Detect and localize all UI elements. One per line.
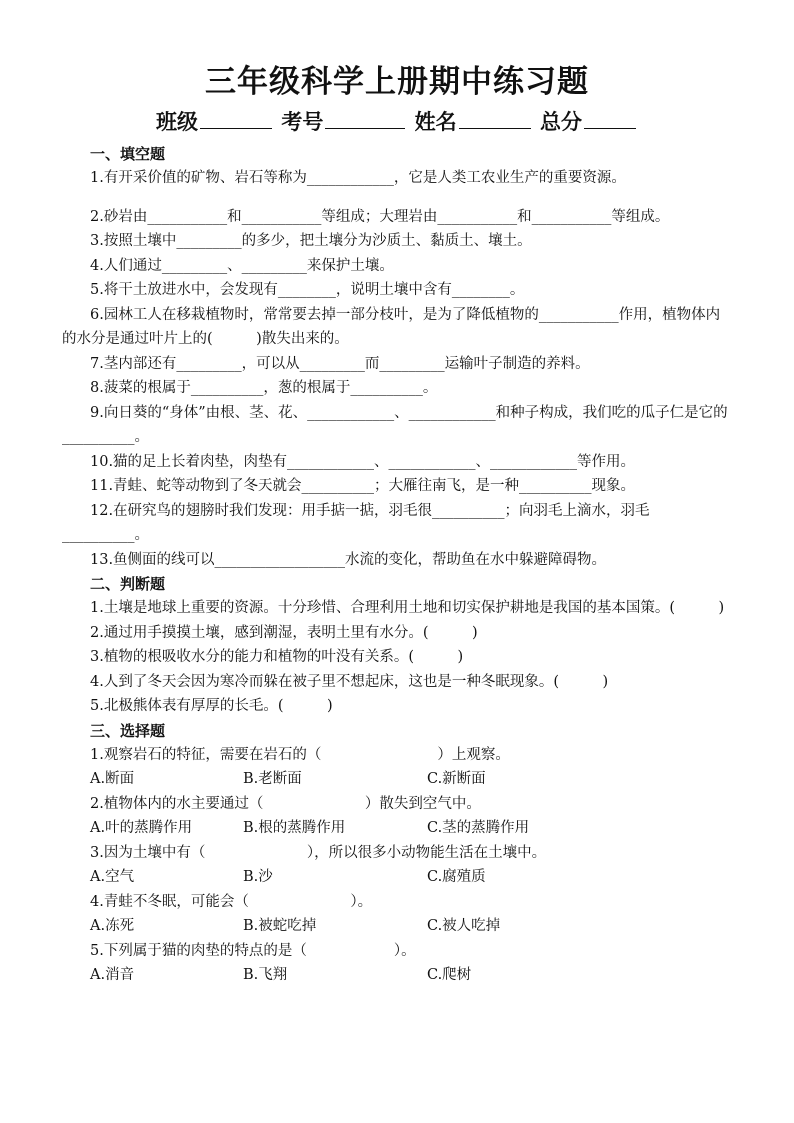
option-b: B.飞翔	[243, 967, 288, 983]
fill-question-13: 13.鱼侧面的线可以__________________水流的变化，帮助鱼在水中躲避障碍物。	[90, 551, 607, 568]
option-a: A.断面	[90, 771, 135, 787]
exam-no-label: 考号	[281, 110, 324, 134]
option-b: B.老断面	[243, 771, 302, 787]
option-a: A.空气	[90, 869, 135, 885]
option-b: B.被蛇吃掉	[243, 918, 317, 934]
option-c: C.爬树	[427, 967, 472, 983]
option-a: A.消音	[90, 967, 135, 983]
choice-options-5	[62, 963, 732, 988]
choice-options-1	[62, 767, 732, 792]
name-blank	[459, 110, 531, 129]
choice-question-5: 5.下列属于猫的肉垫的特点的是（ ）。	[90, 942, 416, 959]
section-heading-judge: 二、判断题	[90, 575, 166, 593]
student-info-line	[62, 108, 732, 136]
class-blank	[200, 110, 272, 129]
judge-question-2: 2.通过用手摸摸土壤，感到潮湿，表明土里有水分。( )	[90, 624, 478, 641]
fill-question-12: 12.在研究鸟的翅膀时我们发现：用手掂一掂，羽毛很__________；向羽毛上滴水，羽毛__________。	[62, 502, 650, 543]
option-c: C.新断面	[427, 771, 486, 787]
fill-question-3: 3.按照土壤中_________的多少，把土壤分为沙质土、黏质土、壤土。	[90, 233, 532, 249]
option-a: A.冻死	[90, 918, 135, 934]
choice-question-2: 2.植物体内的水主要通过（ ）散失到空气中。	[90, 795, 481, 812]
fill-question-2: 2.砂岩由___________和___________等组成；大理岩由___________和___________等组成。	[90, 208, 670, 225]
choice-question-1: 1.观察岩石的特征，需要在岩石的（ ）上观察。	[90, 746, 510, 763]
judge-question-3: 3.植物的根吸收水分的能力和植物的叶没有关系。( )	[90, 649, 464, 665]
choice-options-3	[62, 865, 732, 890]
option-b: B.沙	[243, 869, 273, 885]
judge-question-4: 4.人到了冬天会因为寒冷而躲在被子里不想起床，这也是一种冬眠现象。( )	[90, 673, 609, 690]
class-label: 班级	[156, 110, 199, 134]
section-heading-fill: 一、填空题	[90, 145, 166, 163]
fill-question-8: 8.菠菜的根属于__________，葱的根属于__________。	[90, 380, 438, 396]
fill-question-9: 9.向日葵的“身体”由根、茎、花、____________、____________和种子构成，我们吃的瓜子仁是它的__________。	[62, 404, 728, 445]
option-c: C.腐殖质	[427, 869, 486, 885]
name-label: 姓名	[414, 110, 457, 134]
option-c: C.茎的蒸腾作用	[427, 820, 530, 836]
option-a: A.叶的蒸腾作用	[90, 820, 193, 836]
judge-question-1: 1.土壤是地球上重要的资源。十分珍惜、合理利用土地和切实保护耕地是我国的基本国策。( )	[90, 600, 725, 616]
option-b: B.根的蒸腾作用	[243, 820, 346, 836]
fill-question-11: 11.青蛙、蛇等动物到了冬天就会__________；大雁往南飞，是一种__________现象。	[90, 478, 636, 494]
score-label: 总分	[539, 110, 582, 134]
choice-options-2	[62, 816, 732, 841]
fill-question-4: 4.人们通过_________、_________来保护土壤。	[90, 257, 394, 274]
fill-question-5: 5.将干土放进水中，会发现有________，说明土壤中含有________。	[90, 282, 525, 298]
page-title: 三年级科学上册期中练习题	[205, 64, 589, 100]
judge-question-5: 5.北极熊体表有厚厚的长毛。( )	[90, 698, 333, 714]
choice-options-4	[62, 914, 732, 939]
fill-question-1: 1.有开采价值的矿物、岩石等称为____________，它是人类工农业生产的重要资源。	[90, 170, 626, 186]
exam-no-blank	[325, 110, 405, 129]
fill-question-10: 10.猫的足上长着肉垫，肉垫有____________、____________、____________等作用。	[90, 453, 636, 470]
option-c: C.被人吃掉	[427, 918, 501, 934]
score-blank	[584, 110, 636, 129]
choice-question-3: 3.因为土壤中有（ ），所以很多小动物能生活在土壤中。	[90, 844, 547, 861]
section-heading-choice: 三、选择题	[90, 721, 166, 740]
spacer	[62, 191, 732, 205]
choice-question-4: 4.青蛙不冬眠，可能会（ ）。	[90, 893, 373, 910]
fill-question-7: 7.茎内部还有_________，可以从_________而_________运输叶子制造的养料。	[90, 355, 590, 372]
fill-question-6: 6.园林工人在移栽植物时，常常要去掉一部分枝叶，是为了降低植物的___________作用，植物体内的水分是通过叶片上的( )散失出来的。	[62, 306, 721, 347]
